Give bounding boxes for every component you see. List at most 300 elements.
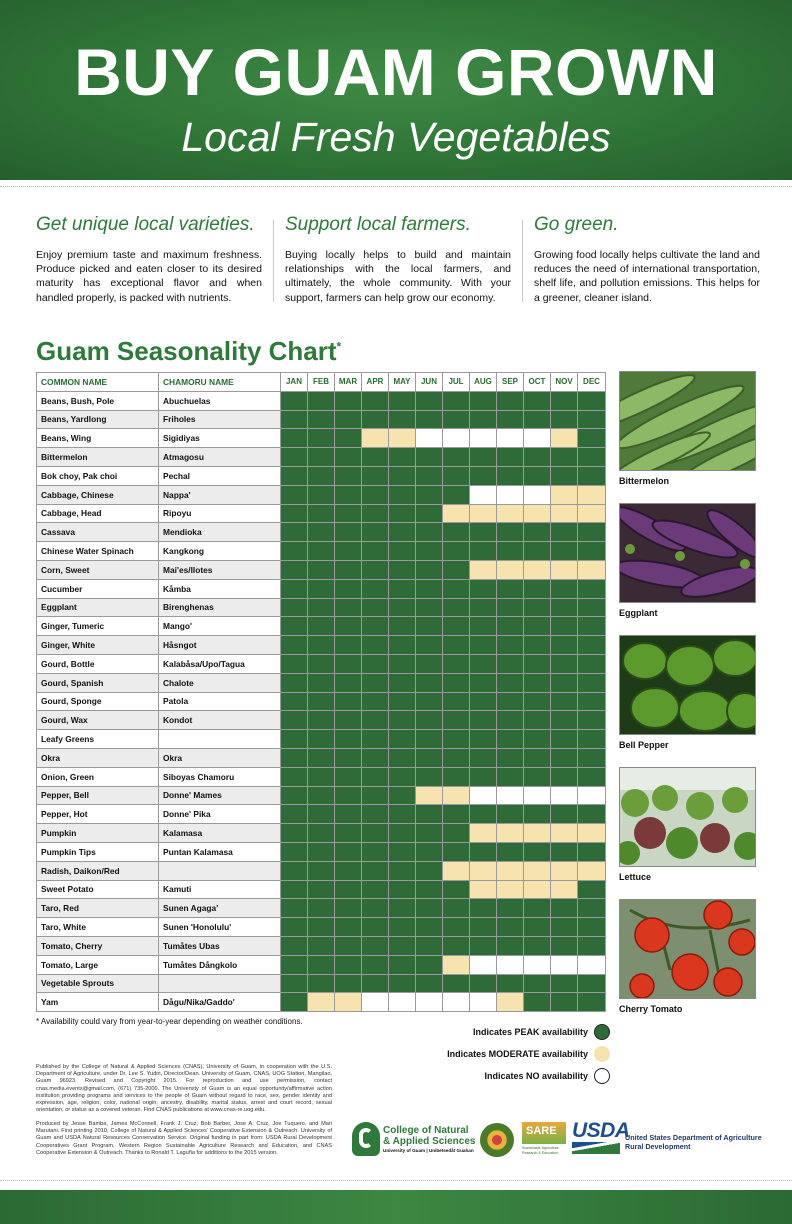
availability-cell (308, 485, 335, 504)
table-row (37, 880, 606, 899)
availability-cell (308, 523, 335, 542)
availability-cell (335, 485, 362, 504)
availability-footnote: * Availability could vary from year-to-year depending on weather conditions. (36, 1017, 303, 1026)
availability-cell (470, 654, 497, 673)
table-row (37, 899, 606, 918)
availability-cell (443, 993, 470, 1012)
availability-cell (551, 448, 578, 467)
availability-cell (470, 824, 497, 843)
common-name-cell: Gourd, Bottle (37, 654, 159, 673)
availability-cell (551, 485, 578, 504)
availability-cell (551, 842, 578, 861)
table-row (37, 636, 606, 655)
common-name-cell: Bittermelon (37, 448, 159, 467)
availability-cell (497, 485, 524, 504)
availability-cell (551, 861, 578, 880)
availability-cell (524, 448, 551, 467)
availability-cell (524, 636, 551, 655)
month-header: APR (362, 373, 389, 392)
availability-cell (362, 448, 389, 467)
availability-cell (335, 523, 362, 542)
common-name-cell: Tomato, Large (37, 955, 159, 974)
availability-cell (389, 805, 416, 824)
seasonality-table (36, 372, 606, 1012)
common-name-cell: Yam (37, 993, 159, 1012)
availability-cell (281, 936, 308, 955)
sare-logo-subtitle: Sustainable Agriculture Research & Education (522, 1146, 559, 1155)
availability-cell (308, 842, 335, 861)
chamoru-name-cell (159, 861, 281, 880)
availability-cell (335, 466, 362, 485)
availability-cell (578, 673, 606, 692)
intro-column-green (534, 214, 760, 305)
page-subtitle: Local Fresh Vegetables (181, 114, 611, 160)
table-row (37, 504, 606, 523)
chamoru-name-cell (159, 730, 281, 749)
table-row (37, 955, 606, 974)
availability-cell (578, 598, 606, 617)
availability-cell (578, 654, 606, 673)
availability-cell (362, 560, 389, 579)
availability-cell (281, 504, 308, 523)
availability-cell (497, 448, 524, 467)
availability-cell (362, 711, 389, 730)
availability-cell (362, 824, 389, 843)
availability-cell (551, 654, 578, 673)
availability-cell (443, 636, 470, 655)
availability-cell (335, 730, 362, 749)
availability-cell (416, 993, 443, 1012)
table-row (37, 730, 606, 749)
availability-cell (443, 429, 470, 448)
availability-cell (551, 617, 578, 636)
table-row (37, 448, 606, 467)
availability-cell (389, 730, 416, 749)
availability-cell (551, 918, 578, 937)
month-header: AUG (470, 373, 497, 392)
availability-cell (443, 842, 470, 861)
availability-cell (416, 748, 443, 767)
chamoru-name-cell: Abuchuelas (159, 391, 281, 410)
availability-cell (389, 955, 416, 974)
availability-cell (281, 711, 308, 730)
availability-cell (443, 805, 470, 824)
availability-cell (416, 974, 443, 993)
availability-cell (416, 654, 443, 673)
intro-column-farmers (285, 214, 511, 305)
availability-cell (443, 523, 470, 542)
availability-cell (416, 391, 443, 410)
availability-cell (389, 410, 416, 429)
availability-cell (281, 523, 308, 542)
availability-cell (389, 598, 416, 617)
availability-cell (497, 636, 524, 655)
common-name-cell: Pepper, Hot (37, 805, 159, 824)
table-row (37, 861, 606, 880)
availability-cell (416, 410, 443, 429)
table-row (37, 579, 606, 598)
availability-cell (416, 429, 443, 448)
common-name-cell: Cabbage, Head (37, 504, 159, 523)
availability-cell (308, 617, 335, 636)
table-row (37, 974, 606, 993)
availability-cell (578, 918, 606, 937)
bell-pepper-photo (619, 635, 756, 735)
availability-cell (416, 899, 443, 918)
availability-cell (335, 918, 362, 937)
intro-column-varieties (36, 214, 262, 305)
availability-cell (443, 504, 470, 523)
legend-label: Indicates MODERATE availability (447, 1049, 588, 1059)
availability-cell (308, 936, 335, 955)
availability-cell (281, 748, 308, 767)
availability-cell (281, 636, 308, 655)
availability-cell (362, 410, 389, 429)
usda-name-line: Rural Development (625, 1142, 691, 1151)
availability-cell (524, 955, 551, 974)
month-header: OCT (524, 373, 551, 392)
availability-cell (497, 410, 524, 429)
availability-cell (362, 861, 389, 880)
table-body (37, 391, 606, 1011)
usda-logo-text: USDA (572, 1119, 630, 1142)
availability-cell (335, 993, 362, 1012)
availability-cell (470, 711, 497, 730)
availability-cell (362, 542, 389, 561)
availability-cell (578, 711, 606, 730)
availability-cell (362, 504, 389, 523)
availability-cell (497, 579, 524, 598)
lettuce-photo (619, 767, 756, 867)
table-row (37, 485, 606, 504)
availability-cell (281, 448, 308, 467)
availability-cell (443, 955, 470, 974)
common-name-cell: Vegetable Sprouts (37, 974, 159, 993)
usda-name-line: United States Department of Agriculture (625, 1133, 762, 1142)
page-title: BUY GUAM GROWN (74, 35, 718, 109)
availability-cell (551, 805, 578, 824)
intro-heading: Go green. (534, 214, 619, 235)
availability-cell (416, 842, 443, 861)
availability-cell (416, 598, 443, 617)
availability-cell (524, 711, 551, 730)
month-header: JAN (281, 373, 308, 392)
availability-cell (551, 899, 578, 918)
availability-cell (497, 767, 524, 786)
availability-cell (470, 993, 497, 1012)
month-header: SEP (497, 373, 524, 392)
availability-cell (308, 880, 335, 899)
availability-cell (443, 410, 470, 429)
footer-bar (0, 1190, 792, 1224)
availability-cell (335, 504, 362, 523)
availability-cell (470, 936, 497, 955)
table-row (37, 466, 606, 485)
availability-cell (416, 955, 443, 974)
availability-cell (524, 692, 551, 711)
availability-cell (362, 579, 389, 598)
availability-cell (362, 805, 389, 824)
availability-cell (497, 880, 524, 899)
availability-cell (416, 918, 443, 937)
availability-cell (416, 466, 443, 485)
availability-cell (308, 560, 335, 579)
availability-cell (524, 654, 551, 673)
availability-cell (470, 786, 497, 805)
availability-cell (362, 730, 389, 749)
cnas-logo-line: & Applied Sciences (383, 1136, 476, 1147)
availability-cell (335, 748, 362, 767)
availability-cell (497, 560, 524, 579)
availability-cell (524, 485, 551, 504)
availability-cell (551, 429, 578, 448)
chamoru-name-cell: Chalote (159, 673, 281, 692)
availability-cell (308, 955, 335, 974)
availability-cell (578, 861, 606, 880)
availability-cell (281, 880, 308, 899)
column-header-common: COMMON NAME (37, 373, 159, 392)
availability-cell (308, 899, 335, 918)
chamoru-name-cell: Kangkong (159, 542, 281, 561)
availability-cell (389, 429, 416, 448)
availability-cell (443, 617, 470, 636)
bittermelon-photo (619, 371, 756, 471)
chamoru-name-cell: Nappa' (159, 485, 281, 504)
table-row (37, 786, 606, 805)
table-row (37, 767, 606, 786)
common-name-cell: Bok choy, Pak choi (37, 466, 159, 485)
chart-title (36, 336, 341, 367)
availability-cell (551, 598, 578, 617)
availability-cell (443, 861, 470, 880)
availability-cell (497, 523, 524, 542)
availability-cell (335, 636, 362, 655)
table-row (37, 542, 606, 561)
availability-cell (362, 598, 389, 617)
availability-cell (389, 748, 416, 767)
availability-cell (470, 673, 497, 692)
availability-cell (335, 598, 362, 617)
availability-cell (578, 636, 606, 655)
availability-cell (578, 880, 606, 899)
availability-cell (497, 936, 524, 955)
availability-cell (497, 542, 524, 561)
availability-cell (470, 842, 497, 861)
availability-cell (524, 824, 551, 843)
availability-cell (389, 842, 416, 861)
availability-cell (362, 767, 389, 786)
publication-notice: Published by the College of Natural & Applied Sciences (CNAS), University of Guam, in cooperation with the U.S. Department of Agriculture, under Dr. Lee S. Yudin, Director/Dean. University of Guam, CNAS, UOG Station, Mangilao, Guam 96923. Revised and Copyright 2015. For reproduction and use permission, contact cnas.media.events@gmail.com, (671) 735-2000. The University of Guam is an equal opportunity/affirmative action institution providing programs and services to the people of Guam without regard to race, sex, gender identity and expression, age, religion, color, national origin, ancestry, disability, marital status, arrest and court record, sexual orientation, or status as a covered veteran. Find CNAS publications at www.cnas-re.uog.edu. (36, 1064, 332, 1114)
availability-cell (308, 748, 335, 767)
availability-cell (362, 748, 389, 767)
photo-caption: Cherry Tomato (619, 1004, 683, 1014)
availability-cell (497, 842, 524, 861)
common-name-cell: Pepper, Bell (37, 786, 159, 805)
table-row (37, 523, 606, 542)
availability-cell (578, 391, 606, 410)
divider (0, 1180, 792, 1181)
availability-cell (443, 974, 470, 993)
chamoru-name-cell: Mai'es/Ilotes (159, 560, 281, 579)
availability-cell (578, 523, 606, 542)
availability-cell (524, 786, 551, 805)
availability-cell (524, 974, 551, 993)
availability-cell (497, 711, 524, 730)
chamoru-name-cell: Donne' Mames (159, 786, 281, 805)
availability-cell (389, 485, 416, 504)
common-name-cell: Eggplant (37, 598, 159, 617)
availability-cell (389, 880, 416, 899)
table-row (37, 692, 606, 711)
none-dot-icon (594, 1068, 610, 1084)
availability-cell (497, 899, 524, 918)
availability-cell (362, 993, 389, 1012)
availability-cell (335, 936, 362, 955)
common-name-cell: Chinese Water Spinach (37, 542, 159, 561)
availability-cell (389, 993, 416, 1012)
table-row (37, 936, 606, 955)
chamoru-name-cell: Birenghenas (159, 598, 281, 617)
availability-cell (551, 504, 578, 523)
availability-cell (551, 993, 578, 1012)
availability-cell (470, 391, 497, 410)
chamoru-name-cell: Patola (159, 692, 281, 711)
common-name-cell: Cabbage, Chinese (37, 485, 159, 504)
availability-cell (470, 918, 497, 937)
table-header-row (37, 373, 606, 392)
month-header: MAR (335, 373, 362, 392)
availability-cell (281, 974, 308, 993)
availability-cell (308, 730, 335, 749)
legend-label: Indicates NO availability (484, 1071, 588, 1081)
table-row (37, 842, 606, 861)
legend-peak (473, 1024, 610, 1040)
availability-cell (497, 918, 524, 937)
chamoru-name-cell: Donne' Pika (159, 805, 281, 824)
availability-cell (335, 805, 362, 824)
availability-cell (308, 786, 335, 805)
month-header: JUN (416, 373, 443, 392)
chamoru-name-cell: Ripoyu (159, 504, 281, 523)
availability-cell (416, 711, 443, 730)
availability-cell (416, 448, 443, 467)
availability-cell (524, 523, 551, 542)
availability-cell (416, 880, 443, 899)
availability-cell (551, 391, 578, 410)
availability-cell (308, 824, 335, 843)
common-name-cell: Ginger, White (37, 636, 159, 655)
availability-cell (416, 542, 443, 561)
availability-cell (551, 673, 578, 692)
photo-caption: Eggplant (619, 608, 658, 618)
availability-cell (443, 579, 470, 598)
availability-cell (578, 955, 606, 974)
availability-cell (362, 636, 389, 655)
month-header: DEC (578, 373, 606, 392)
availability-cell (470, 880, 497, 899)
common-name-cell: Tomato, Cherry (37, 936, 159, 955)
cherry-tomato-photo (619, 899, 756, 999)
availability-cell (578, 786, 606, 805)
availability-cell (281, 542, 308, 561)
photo-caption: Bittermelon (619, 476, 670, 486)
intro-heading: Support local farmers. (285, 214, 471, 235)
availability-cell (335, 448, 362, 467)
availability-cell (308, 711, 335, 730)
availability-cell (308, 993, 335, 1012)
table-row (37, 391, 606, 410)
common-name-cell: Beans, Yardlong (37, 410, 159, 429)
availability-cell (389, 824, 416, 843)
availability-cell (470, 429, 497, 448)
availability-cell (389, 636, 416, 655)
usda-logo-icon (572, 1142, 620, 1154)
availability-cell (281, 918, 308, 937)
availability-cell (470, 504, 497, 523)
usda-name (625, 1133, 762, 1151)
availability-cell (416, 936, 443, 955)
availability-cell (524, 391, 551, 410)
availability-cell (362, 842, 389, 861)
table-row (37, 918, 606, 937)
availability-cell (524, 579, 551, 598)
availability-cell (470, 542, 497, 561)
chamoru-name-cell: Atmagosu (159, 448, 281, 467)
availability-cell (497, 786, 524, 805)
availability-cell (335, 429, 362, 448)
availability-cell (443, 673, 470, 692)
chamoru-name-cell: Mango' (159, 617, 281, 636)
availability-cell (524, 993, 551, 1012)
availability-cell (389, 391, 416, 410)
availability-cell (578, 936, 606, 955)
availability-cell (308, 466, 335, 485)
availability-cell (524, 560, 551, 579)
availability-cell (497, 955, 524, 974)
availability-cell (470, 466, 497, 485)
header-banner (0, 0, 792, 180)
availability-cell (578, 692, 606, 711)
availability-cell (416, 786, 443, 805)
availability-cell (578, 466, 606, 485)
peak-dot-icon (594, 1024, 610, 1040)
availability-cell (308, 918, 335, 937)
availability-cell (524, 918, 551, 937)
availability-cell (497, 654, 524, 673)
availability-cell (524, 598, 551, 617)
photo-caption: Bell Pepper (619, 740, 669, 750)
availability-cell (281, 429, 308, 448)
availability-cell (281, 861, 308, 880)
availability-cell (443, 767, 470, 786)
availability-cell (578, 974, 606, 993)
availability-cell (578, 560, 606, 579)
availability-cell (281, 598, 308, 617)
common-name-cell: Beans, Bush, Pole (37, 391, 159, 410)
availability-cell (335, 824, 362, 843)
availability-cell (308, 598, 335, 617)
availability-cell (497, 429, 524, 448)
availability-cell (470, 636, 497, 655)
chamoru-name-cell: Friholes (159, 410, 281, 429)
availability-cell (389, 786, 416, 805)
common-name-cell: Corn, Sweet (37, 560, 159, 579)
availability-cell (416, 824, 443, 843)
month-header: JUL (443, 373, 470, 392)
availability-cell (470, 448, 497, 467)
availability-cell (443, 880, 470, 899)
availability-cell (308, 974, 335, 993)
